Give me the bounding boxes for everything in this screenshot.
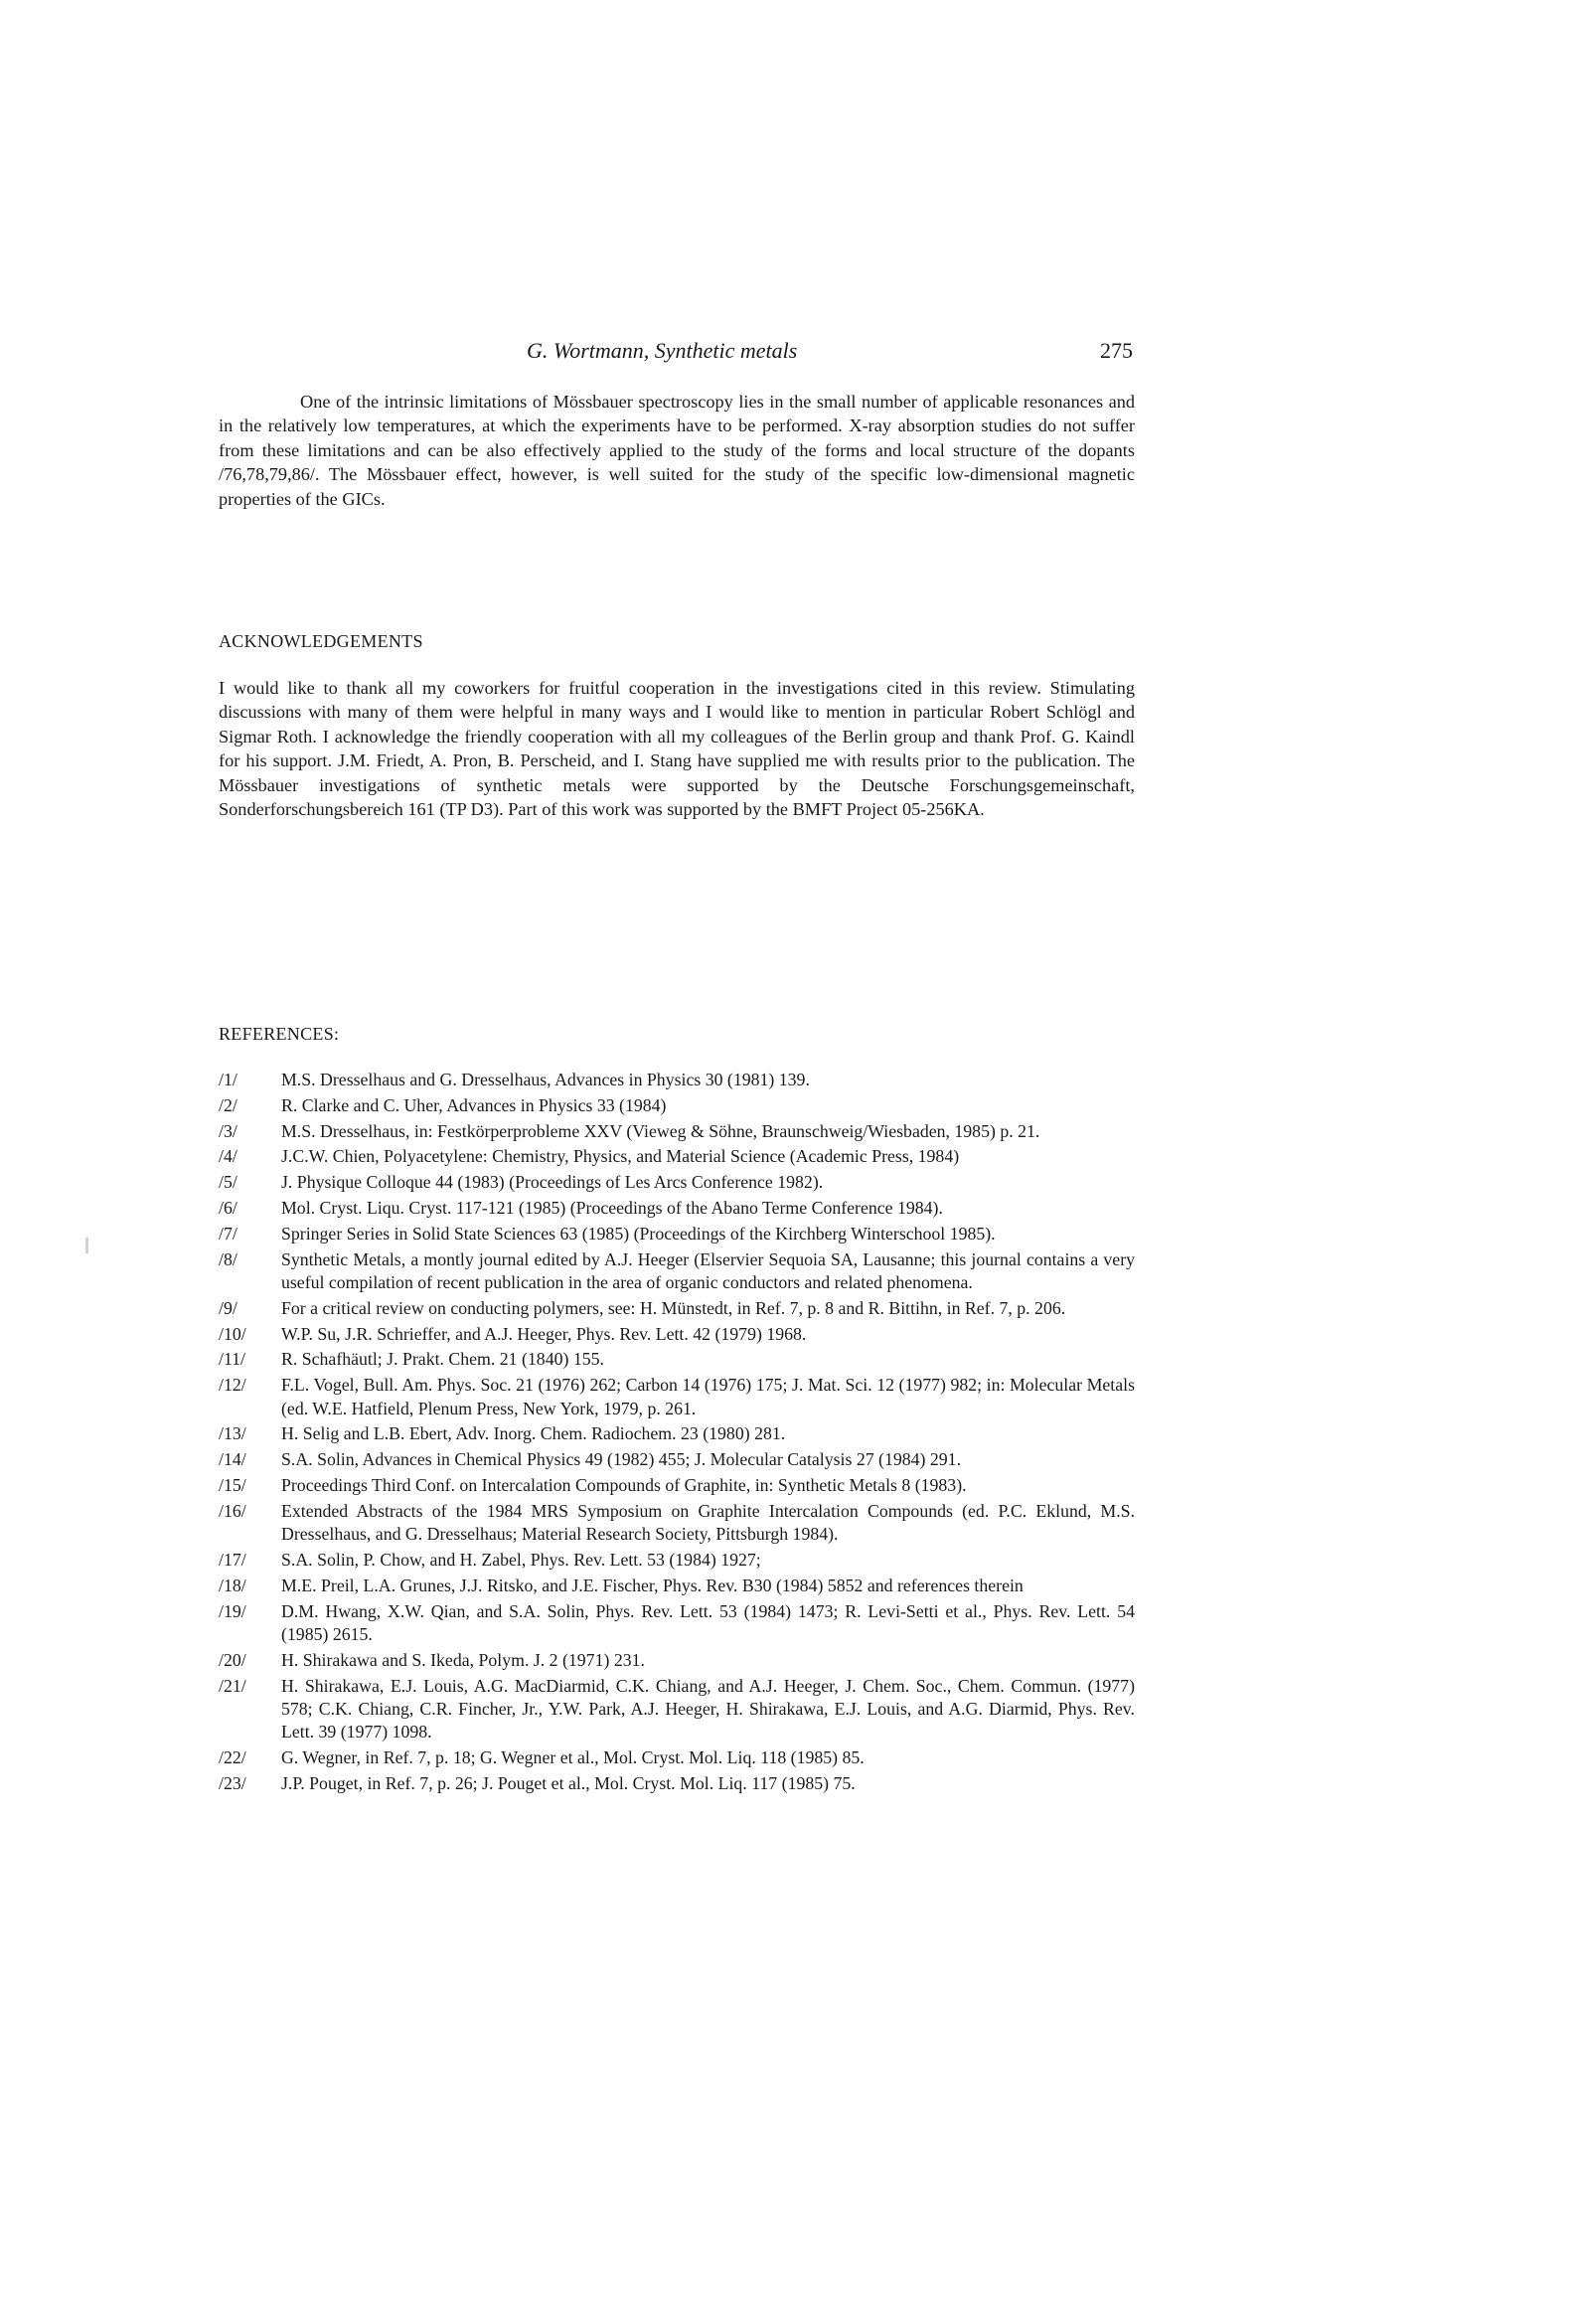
reference-number: /23/ xyxy=(219,1772,246,1793)
reference-text: D.M. Hwang, X.W. Qian, and S.A. Solin, Phys. Rev. Lett. 53 (1984) 1473; R. Levi-Setti et al., Phys. Rev. Lett. 54 (1985) 2615. xyxy=(281,1600,1135,1644)
reference-item xyxy=(219,1575,1135,1597)
running-title: G. Wortmann, Synthetic metals xyxy=(527,338,798,363)
reference-text: Mol. Cryst. Liqu. Cryst. 117-121 (1985) (Proceedings of the Abano Terme Conference 1984). xyxy=(281,1197,943,1218)
reference-text: Extended Abstracts of the 1984 MRS Symposium on Graphite Intercalation Compounds (ed. P.C. Eklund, M.S. Dresselhaus, and G. Dresselhaus; Material Research Society, Pittsburgh 1984). xyxy=(281,1500,1135,1545)
reference-item xyxy=(219,1297,1135,1320)
intro-section xyxy=(219,390,1135,511)
scan-mark xyxy=(85,1238,88,1253)
reference-number: /16/ xyxy=(219,1500,246,1521)
running-head xyxy=(219,338,1133,372)
reference-number: /4/ xyxy=(219,1146,237,1167)
reference-text: J.P. Pouget, in Ref. 7, p. 26; J. Pouget et al., Mol. Cryst. Mol. Liq. 117 (1985) 75. xyxy=(281,1772,856,1793)
reference-item xyxy=(219,1448,1135,1471)
reference-number: /20/ xyxy=(219,1649,246,1670)
reference-number: /6/ xyxy=(219,1197,237,1218)
reference-number: /8/ xyxy=(219,1248,237,1269)
reference-item xyxy=(219,1094,1135,1117)
reference-text: R. Schafhäutl; J. Prakt. Chem. 21 (1840) 155. xyxy=(281,1349,604,1370)
reference-item xyxy=(219,1374,1135,1420)
reference-text: S.A. Solin, P. Chow, and H. Zabel, Phys. Rev. Lett. 53 (1984) 1927; xyxy=(281,1549,761,1570)
reference-item xyxy=(219,1549,1135,1572)
reference-number: /18/ xyxy=(219,1575,246,1595)
reference-text: M.S. Dresselhaus, in: Festkörperprobleme XXV (Vieweg & Söhne, Braunschweig/Wiesbaden, 1985) p. 21. xyxy=(281,1120,1040,1141)
acknowledgements-text: I would like to thank all my coworkers for fruitful cooperation in the investigations cited in this review. Stimulating discussions with many of them were helpful in many ways and I would like to mention in particular Robert Schlögl and Sigmar Roth. I acknowledge the friendly cooperation with all my colleagues of the Berlin group and thank Prof. G. Kaindl for his support. J.M. Friedt, A. Pron, B. Perscheid, and I. Stang have supplied me with results prior to the publication. The Mössbauer investigations of synthetic metals were supported by the Deutsche Forschungsgemeinschaft, Sonderforschungsbereich 161 (TP D3). Part of this work was supported by the BMFT Project 05-256KA. xyxy=(219,678,1135,820)
reference-item xyxy=(219,1223,1135,1245)
reference-text: Synthetic Metals, a montly journal edited by A.J. Heeger (Elservier Sequoia SA, Lausanne; this journal contains a very useful compilation of recent publication in the area of organic conductors and related phenomena. xyxy=(281,1248,1135,1292)
reference-number: /9/ xyxy=(219,1297,237,1318)
reference-text: M.S. Dresselhaus and G. Dresselhaus, Advances in Physics 30 (1981) 139. xyxy=(281,1070,810,1089)
reference-text: G. Wegner, in Ref. 7, p. 18; G. Wegner et al., Mol. Cryst. Mol. Liq. 118 (1985) 85. xyxy=(281,1747,865,1768)
reference-number: /7/ xyxy=(219,1223,237,1244)
reference-number: /10/ xyxy=(219,1323,246,1344)
reference-text: For a critical review on conducting polymers, see: H. Münstedt, in Ref. 7, p. 8 and R. Bittihn, in Ref. 7, p. 206. xyxy=(281,1297,1066,1318)
reference-number: /15/ xyxy=(219,1474,246,1495)
reference-number: /12/ xyxy=(219,1375,246,1396)
reference-text: M.E. Preil, L.A. Grunes, J.J. Ritsko, and J.E. Fischer, Phys. Rev. B30 (1984) 5852 and references therein xyxy=(281,1575,1024,1595)
reference-item xyxy=(219,1248,1135,1295)
reference-number: /21/ xyxy=(219,1675,246,1696)
reference-number: /5/ xyxy=(219,1172,237,1193)
reference-number: /14/ xyxy=(219,1449,246,1470)
reference-item xyxy=(219,1675,1135,1744)
reference-number: /17/ xyxy=(219,1549,246,1570)
reference-text: H. Selig and L.B. Ebert, Adv. Inorg. Chem. Radiochem. 23 (1980) 281. xyxy=(281,1423,786,1444)
reference-item xyxy=(219,1649,1135,1672)
reference-item xyxy=(219,1348,1135,1371)
reference-number: /22/ xyxy=(219,1747,246,1768)
reference-number: /11/ xyxy=(219,1349,246,1370)
reference-text: J. Physique Colloque 44 (1983) (Proceedings of Les Arcs Conference 1982). xyxy=(281,1172,824,1193)
reference-number: /19/ xyxy=(219,1600,246,1621)
reference-text: Proceedings Third Conf. on Intercalation Compounds of Graphite, in: Synthetic Metals 8 (1983). xyxy=(281,1474,967,1495)
reference-text: W.P. Su, J.R. Schrieffer, and A.J. Heeger, Phys. Rev. Lett. 42 (1979) 1968. xyxy=(281,1323,807,1344)
reference-item xyxy=(219,1422,1135,1445)
reference-text: H. Shirakawa and S. Ikeda, Polym. J. 2 (1971) 231. xyxy=(281,1649,645,1670)
reference-text: H. Shirakawa, E.J. Louis, A.G. MacDiarmid, C.K. Chiang, and A.J. Heeger, J. Chem. Soc., Chem. Commun. (1977) 578; C.K. Chiang, C.R. Fincher, Jr., Y.W. Park, A.J. Heeger, H. Shirakawa, E.J. Louis, and A.G. Diarmid, Phys. Rev. Lett. 39 (1977) 1098. xyxy=(281,1675,1135,1743)
reference-text: F.L. Vogel, Bull. Am. Phys. Soc. 21 (1976) 262; Carbon 14 (1976) 175; J. Mat. Sci. 12 (1977) 982; in: Molecular Metals (ed. W.E. Hatfield, Plenum Press, New York, 1979, p. 261. xyxy=(281,1375,1135,1418)
intro-paragraph: One of the intrinsic limitations of Mössbauer spectroscopy lies in the small number of applicable resonances and in the relatively low temperatures, at which the experiments have to be performed. X-ray absorption studies do not suffer from these limitations and can be also effectively applied to the study of the forms and local structure of the dopants /76,78,79,86/. The Mössbauer effect, however, is well suited for the study of the specific low-dimensional magnetic properties of the GICs. xyxy=(219,392,1135,509)
reference-number: /2/ xyxy=(219,1094,237,1115)
reference-item xyxy=(219,1069,1135,1091)
reference-text: Springer Series in Solid State Sciences 63 (1985) (Proceedings of the Kirchberg Winterschool 1985). xyxy=(281,1223,996,1244)
page-number: 275 xyxy=(1100,338,1133,363)
reference-text: J.C.W. Chien, Polyacetylene: Chemistry, Physics, and Material Science (Academic Press, 1984) xyxy=(281,1146,960,1167)
reference-number: /3/ xyxy=(219,1120,237,1141)
acknowledgements-heading: ACKNOWLEDGEMENTS xyxy=(219,631,423,651)
reference-number: /13/ xyxy=(219,1423,246,1444)
reference-item xyxy=(219,1171,1135,1194)
acknowledgements-section xyxy=(219,676,1135,821)
reference-item xyxy=(219,1474,1135,1497)
reference-text: R. Clarke and C. Uher, Advances in Physics 33 (1984) xyxy=(281,1094,667,1115)
reference-item xyxy=(219,1145,1135,1168)
reference-item xyxy=(219,1746,1135,1769)
references-list xyxy=(219,1069,1135,1795)
reference-item xyxy=(219,1120,1135,1143)
reference-item xyxy=(219,1197,1135,1220)
reference-item xyxy=(219,1500,1135,1547)
reference-text: S.A. Solin, Advances in Chemical Physics 49 (1982) 455; J. Molecular Catalysis 27 (1984) 291. xyxy=(281,1449,962,1470)
reference-item xyxy=(219,1600,1135,1647)
reference-number: /1/ xyxy=(219,1070,237,1089)
references-heading: REFERENCES: xyxy=(219,1024,340,1044)
reference-item xyxy=(219,1323,1135,1346)
reference-item xyxy=(219,1772,1135,1795)
